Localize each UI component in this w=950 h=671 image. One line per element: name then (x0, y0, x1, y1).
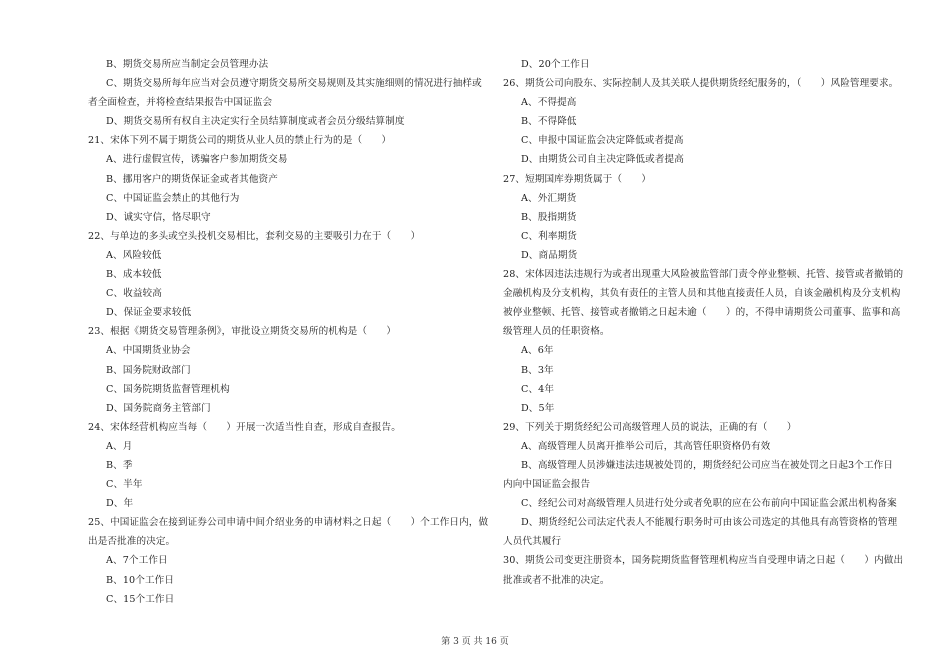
text-continuation: 内向中国证监会报告 (503, 479, 591, 491)
question-text: 27、短期国库券期货属于（ ） (503, 173, 652, 185)
answer-option: C、中国证监会禁止的其他行为 (106, 192, 240, 204)
question-text: 24、宋体经营机构应当每（ ）开展一次适当性自查，形成自查报告。 (88, 421, 401, 433)
answer-option: D、诚实守信，恪尽职守 (106, 211, 211, 223)
answer-option: B、3年 (521, 364, 554, 376)
answer-option: D、20个工作日 (521, 59, 590, 70)
question-text: 21、宋体下列不属于期货公司的期货从业人员的禁止行为的是（ ） (88, 135, 392, 147)
question-text: 29、下列关于期货经纪公司高级管理人员的说法，正确的有（ ） (503, 421, 797, 433)
question-text: 30、期货公司变更注册资本，国务院期货监督管理机构应当自受理申请之日起（ ）内做出 (503, 555, 904, 567)
answer-option: A、月 (106, 440, 133, 452)
text-continuation: 出是否批准的决定。 (88, 536, 176, 548)
answer-option: B、成本较低 (106, 269, 162, 281)
answer-option: D、期货交易所有权自主决定实行全员结算制度或者会员分级结算制度 (106, 116, 405, 128)
answer-option: A、外汇期货 (521, 192, 577, 204)
answer-option: A、不得提高 (521, 97, 577, 109)
answer-option: A、中国期货业协会 (106, 345, 191, 357)
answer-option: B、期货交易所应当制定会员管理办法 (106, 59, 269, 70)
answer-option: D、由期货公司自主决定降低或者提高 (521, 154, 684, 166)
answer-option: C、期货交易所每年应当对会员遵守期货交易所交易规则及其实施细则的情况进行抽样或 (106, 78, 482, 90)
question-text: 25、中国证监会在接到证券公司申请中间介绍业务的申请材料之日起（ ）个工作日内，做 (88, 517, 489, 529)
question-text: 28、宋体因违法违规行为或者出现重大风险被监管部门责令停业整顿、托管、接管或者撤销的 (503, 269, 904, 281)
answer-option: A、进行虚假宣传，诱骗客户参加期货交易 (106, 154, 288, 166)
text-continuation: 金融机构及分支机构，其负有责任的主管人员和其他直接责任人员，自该金融机构及分支机构 (503, 288, 901, 300)
answer-option: C、利率期货 (521, 230, 577, 242)
answer-option: C、4年 (521, 383, 555, 395)
answer-option: C、经纪公司对高级管理人员进行处分或者免职的应在公布前向中国证监会派出机构备案 (521, 498, 897, 510)
text-continuation: 批准或者不批准的决定。 (503, 574, 610, 586)
answer-option: A、7个工作日 (106, 555, 168, 567)
answer-option: C、15个工作日 (106, 593, 175, 605)
answer-option: A、高级管理人员离开推举公司后，其高管任职资格仍有效 (521, 440, 771, 452)
answer-option: B、国务院财政部门 (106, 364, 191, 376)
text-continuation: 人员代其履行 (503, 536, 562, 548)
answer-option: A、风险较低 (106, 249, 162, 261)
question-text: 22、与单边的多头或空头投机交易相比，套利交易的主要吸引力在于（ ） (88, 230, 421, 242)
answer-option: C、半年 (106, 479, 143, 491)
text-continuation: 级管理人员的任职资格。 (503, 326, 610, 338)
text-continuation: 者全面检查，并将检查结果报告中国证监会 (88, 97, 273, 109)
left-column (88, 55, 498, 609)
answer-option: D、保证金要求较低 (106, 307, 192, 319)
answer-option: D、期货经纪公司法定代表人不能履行职务时可由该公司选定的其他具有高管资格的管理 (521, 517, 898, 529)
question-text: 23、根据《期货交易管理条例》，审批设立期货交易所的机构是（ ） (88, 326, 397, 338)
page-footer: 第 3 页 共 16 页 (441, 637, 509, 647)
answer-option: B、10个工作日 (106, 574, 175, 586)
answer-option: D、5年 (521, 402, 555, 414)
answer-option: A、6年 (521, 345, 554, 357)
text-continuation: 被停业整顿、托管、接管或者撤销之日起未逾（ ）的，不得申请期货公司董事、监事和高 (503, 307, 901, 319)
answer-option: D、国务院商务主管部门 (106, 402, 211, 414)
answer-option: B、高级管理人员涉嫌违法违规被处罚的，期货经纪公司应当在被处罚之日起3个工作日 (521, 459, 894, 471)
answer-option: D、商品期货 (521, 249, 578, 261)
answer-option: C、申报中国证监会决定降低或者提高 (521, 135, 684, 147)
right-column (503, 55, 913, 590)
answer-option: B、不得降低 (521, 116, 577, 128)
answer-option: B、股指期货 (521, 211, 577, 223)
question-text: 26、期货公司向股东、实际控制人及其关联人提供期货经纪服务的，（ ）风险管理要求。 (503, 78, 899, 90)
answer-option: C、收益较高 (106, 288, 162, 300)
answer-option: B、季 (106, 459, 133, 471)
answer-option: B、挪用客户的期货保证金或者其他资产 (106, 173, 278, 185)
answer-option: D、年 (106, 498, 134, 510)
answer-option: C、国务院期货监督管理机构 (106, 383, 230, 395)
